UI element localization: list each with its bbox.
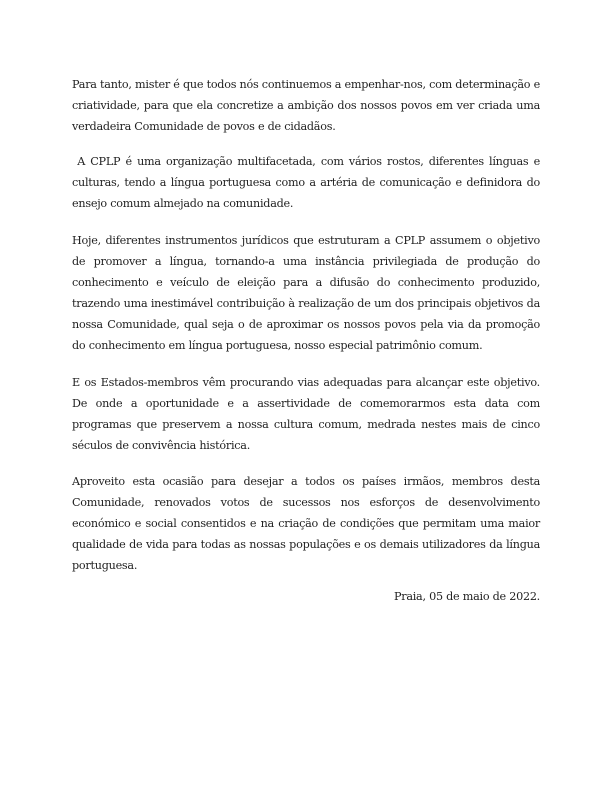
paragraph-member-states: E os Estados-membros vêm procurando vias adequadas para alcançar este objetivo. De onde a oportunidade e a assertividade de comemorarmos esta data com programas que preservem a nossa cultura comum, medrada nestes mais de cinco séculos de convivência histórica. [72, 376, 540, 452]
document-body [72, 74, 540, 590]
place-date-line: Praia, 05 de maio de 2022. [393, 590, 540, 603]
paragraph-commitment: Para tanto, mister é que todos nós continuemos a empenhar-nos, com determinação e criatividade, para que ela concretize a ambição dos nossos povos em ver criada uma verdadeira Comunidade de povos e de cidadãos. [72, 78, 540, 133]
paragraph-legal-instruments: Hoje, diferentes instrumentos jurídicos que estruturam a CPLP assumem o objetivo de promover a língua, tornando-a uma instância privilegiada de produção do conhecimento e veículo de eleição para a difusão do conhecimento produzido, trazendo uma inestimável contribuição à realização de um dos principais objetivos da nossa Comunidade, qual seja o de aproximar os nossos povos pela via da promoção do conhecimento em língua portuguesa, nosso especial patrimônio comum. [72, 234, 540, 352]
paragraph-wishes: Aproveito esta ocasião para desejar a todos os países irmãos, membros desta Comunidade, renovados votos de sucessos nos esforços de desenvolvimento económico e social consentidos e na criação de condições que permitam uma maior qualidade de vida para todas as nossas populações e os demais utilizadores da língua portuguesa. [72, 475, 540, 572]
paragraph-cplp-description: A CPLP é uma organização multifacetada, com vários rostos, diferentes línguas e culturas, tendo a língua portuguesa como a artéria de comunicação e definidora do ensejo comum almejado na comunidade. [72, 155, 540, 210]
